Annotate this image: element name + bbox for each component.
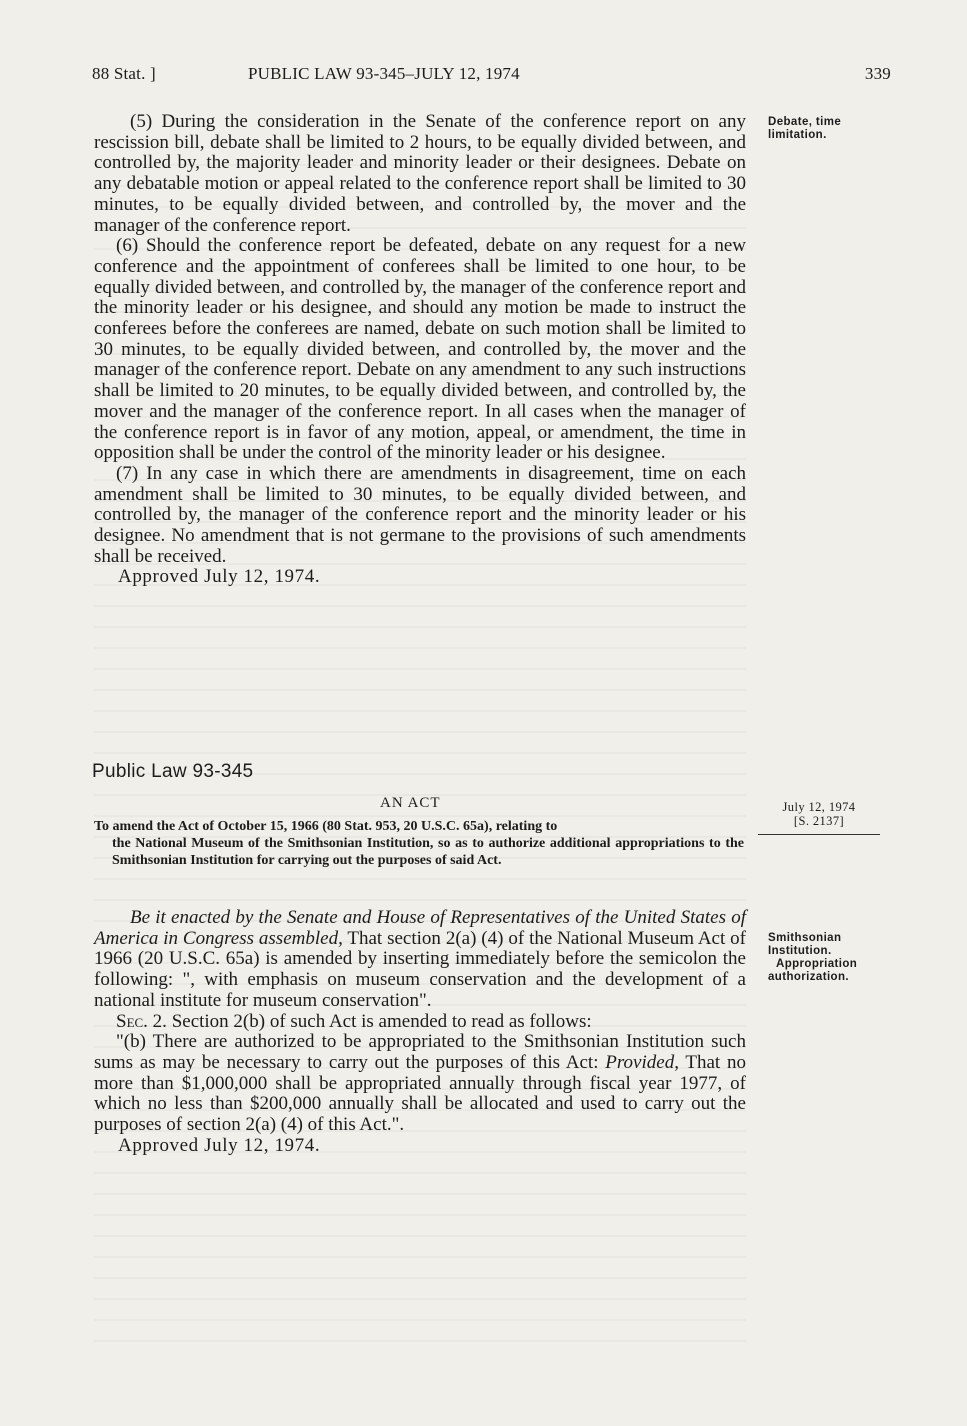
approval-date-1: Approved July 12, 1974. (118, 566, 321, 588)
margin-note-bill: [S. 2137] (793, 814, 845, 828)
paragraph-6: (6) Should the conference report be defeated, debate on any request for a new conference and the appointment of conferees shall be limited to one hour, to be equally divided between, and controlled by, the manager of the conference report and the minority leader or his designee, and should any motion be made to instruct the conferees before the conferees are named, debate on such motion shall be limited to 30 minutes, to be equally divided between, and controlled by, the mover and the manager of the conference report. Debate on any amendment to any such instructions shall be limited to 20 minutes, to be equally divided between, and controlled by, the mover and the manager of the conference report. In all cases when the manager of the conference report is in favor of any motion, appeal, or amendment, the time in opposition shall be under the control of the minority leader or his designee. (94, 235, 746, 464)
margin-note-debate (768, 116, 886, 142)
section-2-label: Sec. 2. (116, 1010, 167, 1032)
margin-note-appropriation: Appropriation (776, 958, 858, 970)
header-stat-reference: 88 Stat. ] (92, 64, 156, 83)
paragraph-7: (7) In any case in which there are amendments in disagreement, time on each amendment shall be limited to 30 minutes, to be equally divided between, and controlled by, the manager of the conference report and the minority leader or his designee. No amendment that is not germane to the provisions of such amendments shall be received. (94, 462, 746, 567)
header-title: PUBLIC LAW 93-345–JULY 12, 1974 (248, 64, 520, 83)
margin-note-smithsonian (768, 932, 886, 984)
margin-note-authorization: authorization. (768, 971, 849, 983)
section-2-text: Section 2(b) of such Act is amended to read as follows: (171, 1010, 592, 1032)
act-purpose-first-line: To amend the Act of October 15, 1966 (80 Stat. 953, 20 U.S.C. 65a), relating to (94, 819, 558, 834)
act-purpose (94, 818, 744, 869)
margin-rule (758, 834, 880, 835)
enacting-clause: Be it enacted by the Senate and House of Representatives of the United States of America in Congress assembled, (94, 907, 746, 949)
margin-note-debate-line2: limitation. (768, 129, 827, 141)
act-purpose-rest: the National Museum of the Smithsonian Institution, so as to authorize additional appropriations to the Smithsonian Institution for carrying out the purposes of said Act. (112, 836, 744, 868)
margin-note-smithsonian-line2: Institution. (768, 945, 832, 957)
approval-date-2: Approved July 12, 1974. (118, 1134, 321, 1156)
public-law-title: Public Law 93-345 (92, 761, 254, 782)
margin-note-debate-line1: Debate, time (768, 116, 842, 128)
continued-provisions (94, 112, 746, 588)
margin-note-smithsonian-line1: Smithsonian (768, 932, 842, 944)
act-heading: AN ACT (380, 795, 441, 811)
section-2b-end: That no more than $1,000,000 shall be appropriated annually through fiscal year 1977, of which no less than $200,000 annually shall be allocated and used to carry out the purposes of section 2(a) (4) of this Act.". (94, 1051, 746, 1136)
margin-note-date: July 12, 1974 (782, 800, 856, 814)
section-2b-start: "(b) There are authorized to be appropriated to the Smithsonian Institution such sums as may be necessary to carry out the purposes of this Act: (94, 1031, 746, 1073)
paragraph-5: (5) During the consideration in the Senate of the conference report on any rescission bill, debate shall be limited to 2 hours, to be equally divided between, and controlled by, the majority leader and minority leader or their designees. Debate on any debatable motion or appeal related to the conference report shall be limited to 30 minutes, to be equally divided between, and controlled by, the mover and the manager of the conference report. (94, 111, 746, 236)
margin-note-enactment (772, 800, 866, 835)
provided-word: Provided, (605, 1051, 679, 1073)
enacted-text (94, 908, 746, 1156)
page-number: 339 (864, 64, 891, 83)
section-1-text: That section 2(a) (4) of the National Museum Act of 1966 (20 U.S.C. 65a) is amended by inserting immediately before the semicolon the following: ", with emphasis on museum conservation and the development of a national institute for museum conservation". (94, 927, 746, 1011)
